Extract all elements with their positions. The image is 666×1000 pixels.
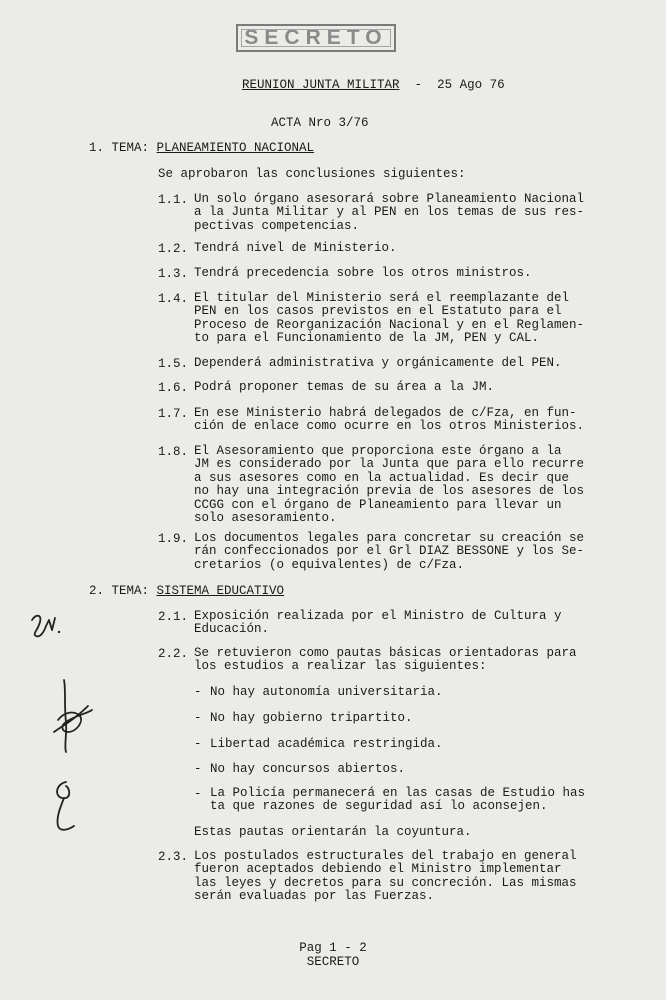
item-2-2-text	[194, 647, 594, 674]
text-line: solo asesoramiento.	[194, 511, 337, 526]
item-2-1-number: 2.1.	[158, 610, 189, 624]
text-line: no hay una integración previa de los asesores de los	[194, 484, 585, 499]
text-line: pectivas competencias.	[194, 218, 360, 233]
item-1-2-number: 1.2.	[158, 242, 189, 256]
item-1-4-number: 1.4.	[158, 292, 189, 306]
text-line: Podrá proponer temas de su área a la JM.	[194, 380, 495, 394]
text-line: Tendrá nivel de Ministerio.	[194, 241, 397, 255]
title-separator: -	[414, 78, 423, 92]
bullet-text: No hay concursos abiertos.	[210, 762, 406, 776]
item-1-1-text	[194, 193, 594, 233]
handwritten-signature-2	[44, 778, 80, 836]
text-line: Un solo órgano asesorará sobre Planeamiento Nacional	[194, 192, 585, 206]
item-2-3-number: 2.3.	[158, 850, 189, 864]
bullet-dash: -	[194, 737, 202, 751]
bullet-dash: -	[194, 787, 202, 801]
text-line: fueron aceptados debiendo el Ministro implementar	[194, 862, 562, 877]
section-2-closing: Estas pautas orientarán la coyuntura.	[194, 825, 472, 839]
section-1-heading	[89, 141, 314, 155]
item-1-5-text	[194, 357, 594, 370]
secreto-stamp: SECRETO	[236, 24, 396, 52]
bullet-text: No hay gobierno tripartito.	[210, 711, 413, 725]
text-line: a sus asesores como en la actualidad. Es decir que	[194, 470, 570, 485]
item-2-2-number: 2.2.	[158, 647, 189, 661]
text-line: Dependerá administrativa y orgánicamente del PEN.	[194, 356, 562, 370]
item-1-1-number: 1.1.	[158, 193, 189, 207]
section-1-title: PLANEAMIENTO NACIONAL	[156, 141, 315, 155]
text-line: rán confeccionados por el Grl DIAZ BESSONE y los Se-	[194, 544, 585, 559]
item-1-7-text	[194, 407, 594, 434]
text-line: Los postulados estructurales del trabajo en general	[194, 849, 577, 863]
item-1-7-number: 1.7.	[158, 407, 189, 421]
text-line: ción de enlace como ocurre en los otros Ministerios.	[194, 419, 585, 434]
text-line: Tendrá precedencia sobre los otros ministros.	[194, 266, 532, 280]
bullet-text: No hay autonomía universitaria.	[210, 685, 443, 699]
item-1-9-number: 1.9.	[158, 532, 189, 546]
text-line: Educación.	[194, 622, 270, 637]
item-1-3-text	[194, 267, 594, 280]
item-2-3-text	[194, 850, 594, 904]
page-number: Pag 1 - 2	[299, 941, 367, 955]
item-1-5-number: 1.5.	[158, 357, 189, 371]
text-line: Los documentos legales para concretar su creación se	[194, 531, 585, 545]
acta-number: ACTA Nro 3/76	[271, 116, 369, 130]
bullet-text: Libertad académica restringida.	[210, 737, 443, 751]
text-line: a la Junta Militar y al PEN en los temas de sus res-	[194, 205, 585, 220]
section-1-intro: Se aprobaron las conclusiones siguientes:	[158, 167, 466, 181]
item-1-6-number: 1.6.	[158, 381, 189, 395]
text-line: Se retuvieron como pautas básicas orientadoras para	[194, 646, 577, 660]
item-1-9-text	[194, 532, 594, 572]
bullet-dash: -	[194, 685, 202, 699]
section-2-number: 2. TEMA:	[89, 584, 150, 598]
item-1-8-number: 1.8.	[158, 445, 189, 459]
item-1-8-text	[194, 445, 594, 525]
section-2-heading	[89, 584, 284, 598]
text-line: La Policía permanecerá en las casas de Estudio has	[210, 786, 586, 800]
text-line: En ese Ministerio habrá delegados de c/Fza, en fun-	[194, 406, 577, 420]
text-line: cretarios (o equivalentes) de c/Fza.	[194, 557, 465, 572]
bullet-text	[210, 787, 593, 814]
text-line: las leyes y decretos para su concreción. Las mismas	[194, 875, 577, 890]
meeting-title: REUNION JUNTA MILITAR	[242, 78, 400, 92]
section-2-title: SISTEMA EDUCATIVO	[156, 584, 285, 598]
text-line: ta que razones de seguridad así lo aconsejen.	[210, 799, 548, 814]
text-line: Proceso de Reorganización Nacional y en el Reglamen-	[194, 317, 585, 332]
text-line: to para el Funcionamiento de la JM, PEN y CAL.	[194, 331, 540, 346]
text-line: CCGG con el órgano de Planeamiento para llevar un	[194, 497, 562, 512]
item-1-4-text	[194, 292, 594, 346]
text-line: El titular del Ministerio será el reemplazante del	[194, 291, 570, 305]
bullet-dash: -	[194, 711, 202, 725]
meeting-date: 25 Ago 76	[437, 78, 505, 92]
text-line: Exposición realizada por el Ministro de Cultura y	[194, 609, 562, 623]
meeting-heading	[242, 78, 505, 92]
bullet-dash: -	[194, 762, 202, 776]
handwritten-initials-jv	[26, 606, 76, 642]
item-1-2-text	[194, 242, 594, 255]
text-line: serán evaluadas por las Fuerzas.	[194, 889, 435, 904]
handwritten-signature-1	[50, 676, 94, 754]
text-line: JM es considerado por la Junta que para ello recurre	[194, 457, 585, 472]
item-1-3-number: 1.3.	[158, 267, 189, 281]
text-line: El Asesoramiento que proporciona este órgano a la	[194, 444, 562, 458]
item-2-1-text	[194, 610, 594, 637]
section-1-number: 1. TEMA:	[89, 141, 150, 155]
text-line: los estudios a realizar las siguientes:	[194, 659, 487, 674]
item-1-6-text	[194, 381, 594, 394]
footer-classification: SECRETO	[306, 955, 360, 969]
text-line: PEN en los casos previstos en el Estatuto para el	[194, 304, 562, 319]
